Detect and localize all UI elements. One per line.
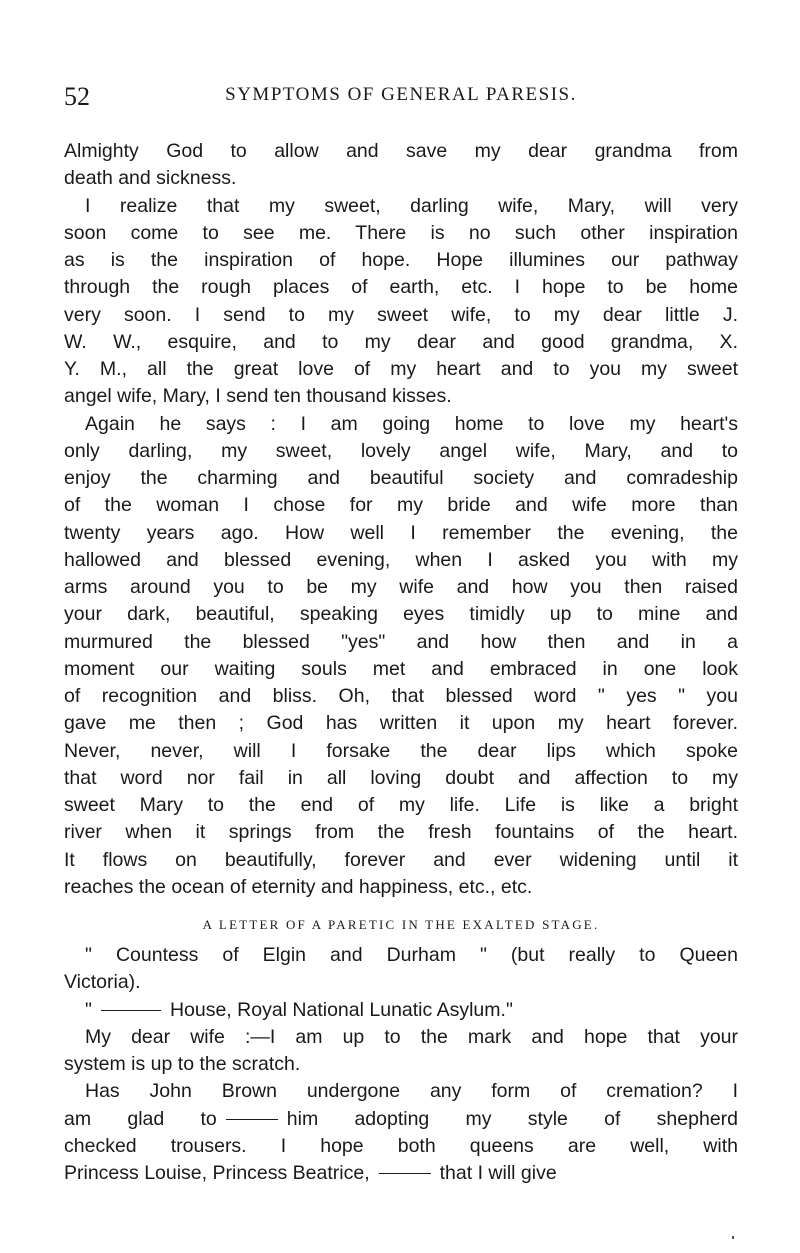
text-line: death and sickness. bbox=[64, 167, 237, 190]
text-fragment: am glad to bbox=[64, 1107, 217, 1130]
section-heading: A LETTER OF A PARETIC IN THE EXALTED STAGE. bbox=[202, 917, 600, 932]
text-line: that word nor fail in all loving doubt and affection to my bbox=[64, 766, 738, 789]
page-number: 52 bbox=[64, 82, 90, 111]
text-line: arms around you to be my wife and how you then raised bbox=[64, 576, 738, 598]
address-text: House, Royal National Lunatic Asylum." bbox=[169, 998, 513, 1021]
text-line: reaches the ocean of eternity and happiness, etc., etc. bbox=[64, 875, 533, 898]
text-line: Has John Brown undergone any form of cremation? I bbox=[85, 1080, 738, 1103]
text-line bbox=[64, 1106, 738, 1133]
redaction-dash bbox=[379, 1173, 431, 1174]
page-header bbox=[64, 82, 738, 112]
text-line: very soon. I send to my sweet wife, to my dear little J. bbox=[64, 303, 738, 326]
letter-greeting: My dear wife :—I am up to the mark and hope that your bbox=[85, 1025, 738, 1048]
ink-speck bbox=[732, 1236, 734, 1239]
text-line: Almighty God to allow and save my dear grandma from bbox=[64, 140, 738, 162]
paragraph bbox=[64, 411, 738, 902]
page-body bbox=[64, 138, 738, 1187]
letter-address bbox=[64, 997, 738, 1024]
text-line: of recognition and bliss. Oh, that blessed word " yes " you bbox=[64, 685, 738, 707]
text-fragment: Princess Louise, Princess Beatrice, bbox=[64, 1162, 370, 1184]
text-line: gave me then ; God has written it upon my heart forever. bbox=[64, 712, 738, 735]
text-line: enjoy the charming and beautiful society and comradeship bbox=[64, 467, 738, 489]
redaction-dash bbox=[226, 1119, 278, 1120]
text-line: through the rough places of earth, etc. I hope to be home bbox=[64, 276, 738, 299]
text-fragment: that I will give bbox=[439, 1162, 557, 1184]
letter bbox=[64, 942, 738, 1187]
text-line: I realize that my sweet, darling wife, Mary, will very bbox=[85, 194, 738, 217]
text-line: Y. M., all the great love of my heart and to you my sweet bbox=[64, 358, 738, 380]
text-line: moment our waiting souls met and embraced in one look bbox=[64, 657, 738, 680]
text-fragment: him adopting my style of shepherd bbox=[286, 1107, 739, 1130]
text-line: angel wife, Mary, I send ten thousand kisses. bbox=[64, 385, 452, 408]
text-line bbox=[64, 1160, 738, 1187]
text-line: sweet Mary to the end of my life. Life is like a bright bbox=[64, 794, 738, 816]
text-line: soon come to see me. There is no such other inspiration bbox=[64, 221, 738, 244]
paragraph bbox=[64, 138, 738, 193]
text-line: Again he says : I am going home to love my heart's bbox=[85, 412, 738, 435]
text-line: river when it springs from the fresh fountains of the heart. bbox=[64, 821, 738, 844]
running-head: SYMPTOMS OF GENERAL PARESIS. bbox=[225, 84, 577, 105]
text-line: Never, never, will I forsake the dear lips which spoke bbox=[64, 739, 738, 762]
redaction-dash bbox=[101, 1010, 161, 1011]
open-quote: " bbox=[85, 998, 92, 1021]
text-line: checked trousers. I hope both queens are well, with bbox=[64, 1134, 738, 1157]
letter-salutation: " Countess of Elgin and Durham " (but really to Queen bbox=[85, 944, 738, 966]
paragraph bbox=[64, 193, 738, 411]
text-line: It flows on beautifully, forever and ever widening until it bbox=[64, 848, 738, 871]
text-line: as is the inspiration of hope. Hope illumines our pathway bbox=[64, 249, 738, 271]
letter-greeting-cont: system is up to the scratch. bbox=[64, 1053, 301, 1075]
text-line: W. W., esquire, and to my dear and good grandma, X. bbox=[64, 330, 738, 353]
text-line: of the woman I chose for my bride and wife more than bbox=[64, 494, 738, 517]
text-line: only darling, my sweet, lovely angel wife, Mary, and to bbox=[64, 439, 738, 462]
letter-salutation-cont: Victoria). bbox=[64, 971, 141, 994]
text-line: your dark, beautiful, speaking eyes timidly up to mine and bbox=[64, 603, 738, 626]
text-line: murmured the blessed "yes" and how then and in a bbox=[64, 630, 738, 653]
text-line: twenty years ago. How well I remember the evening, the bbox=[64, 521, 738, 544]
text-line: hallowed and blessed evening, when I asked you with my bbox=[64, 548, 738, 571]
